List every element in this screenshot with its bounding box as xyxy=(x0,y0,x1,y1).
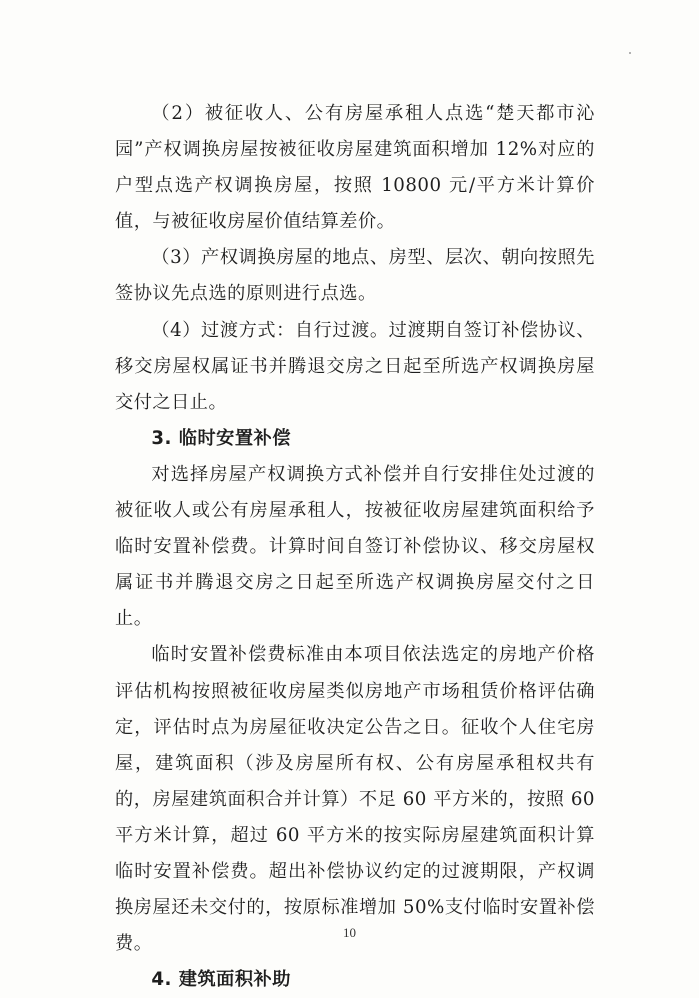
paragraph-item-4: （4）过渡方式：自行过渡。过渡期自签订补偿协议、移交房屋权属证书并腾退交房之日起至所选产权调换房屋交付之日止。 xyxy=(115,319,595,413)
document-body xyxy=(115,96,595,998)
page-number: 10 xyxy=(343,925,356,940)
section-heading-area-subsidy: 4. 建筑面积补助 xyxy=(151,969,291,991)
paragraph-item-3: （3）产权调换房屋的地点、房型、层次、朝向按照先签协议先点选的原则进行点选。 xyxy=(115,247,595,305)
paragraph-resettlement-standard: 临时安置补偿费标准由本项目依法选定的房地产价格评估机构按照被征收房屋类似房地产市场租赁价格评估确定，评估时点为房屋征收决定公告之日。征收个人住宅房屋，建筑面积（涉及房屋所有权、公有房屋承租权共有的，房屋建筑面积合并计算）不足 60 平方米的，按照 60 平方米计算，超过 60 平方米的按实际房屋建筑面积计算临时安置补偿费。超出补偿协议约定的过渡期限，产权调换房屋还未交付的，按原标准增加 50%支付临时安置补偿费。 xyxy=(115,644,595,955)
paragraph-item-2: （2）被征收人、公有房屋承租人点选“楚天都市沁园”产权调换房屋按被征收房屋建筑面积增加 12%对应的户型点选产权调换房屋，按照 10800 元/平方米计算价值，与被征收房屋价值结算差价。 xyxy=(115,103,595,233)
paragraph-resettlement-eligibility: 对选择房屋产权调换方式补偿并自行安排住处过渡的被征收人或公有房屋承租人，按被征收房屋建筑面积给予临时安置补偿费。计算时间自签订补偿协议、移交房屋权属证书并腾退交房之日起至所选产权调换房屋交付之日止。 xyxy=(115,463,595,630)
scan-speck xyxy=(629,52,631,54)
section-heading-temporary-resettlement: 3. 临时安置补偿 xyxy=(151,427,291,449)
